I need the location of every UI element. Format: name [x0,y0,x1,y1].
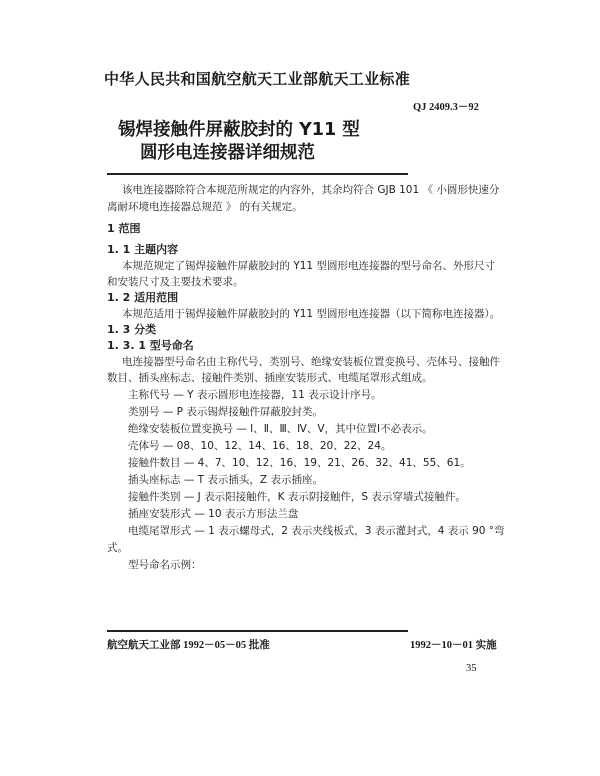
naming-item: 类别号 — P 表示锡焊接触件屏蔽胶封类。 [128,406,323,418]
naming-item: 接触件类别 — J 表示阳接触件，K 表示阴接触件，S 表示穿墙式接触件。 [128,491,466,503]
naming-item: 插头座标志 — T 表示插头，Z 表示插座。 [128,474,323,486]
effective-date: 1992－10－01 实施 [410,640,497,651]
naming-item: 接触件数目 — 4、7、10、12、16、19、21、26、32、41、55、61。 [128,457,471,469]
page-number: 35 [466,663,477,674]
section-1-1-line2: 和安装尺寸及主要技术要求。 [107,276,244,288]
document-title-line1: 锡焊接触件屏蔽胶封的 Y11 型 [118,120,360,140]
standard-title: 中华人民共和国航空航天工业部航天工业标准 [104,70,411,88]
section-1-2-line1: 本规范适用于锡焊接触件屏蔽胶封的 Y11 型圆形电连接器（以下简称电连接器）。 [122,308,501,320]
section-1-1-line1: 本规范规定了锡焊接触件屏蔽胶封的 Y11 型圆形电连接器的型号命名、外形尺寸 [122,260,495,272]
example-label: 型号命名示例： [128,559,202,571]
section-1-2-heading: 1. 2 适用范围 [107,291,179,304]
standard-code: QJ 2409.3－92 [413,102,479,113]
section-1-3-heading: 1. 3 分类 [107,323,157,336]
naming-item: 壳体号 — 08、10、12、14、16、18、20、22、24。 [128,440,392,452]
top-divider [107,173,408,175]
naming-item: 电缆尾罩形式 — 1 表示螺母式，2 表示夹线板式，3 表示灌封式，4 表示 90 °弯 [128,525,505,537]
approval-date: 航空航天工业部 1992－05－05 批准 [107,640,270,651]
intro-line1: 该电连接器除符合本规范所规定的内容外，其余均符合 GJB 101 《 小圆形快速分 [122,184,500,196]
naming-item: 插座安装形式 — 10 表示方形法兰盘 [128,508,299,520]
section-1-3-1-line1: 电连接器型号命名由主称代号、类别号、绝缘安装板位置变换号、壳体号、接触件 [122,356,500,368]
section-1-3-1-line2: 数目、插头座标志、接触件类别、插座安装形式、电缆尾罩形式组成。 [107,372,433,384]
section-1-3-1-heading: 1. 3. 1 型号命名 [107,339,194,352]
naming-item-wrap: 式。 [107,542,128,554]
naming-item: 主称代号 — Y 表示圆形电连接器，11 表示设计序号。 [128,389,382,401]
section-1-1-heading: 1. 1 主题内容 [107,243,179,256]
naming-item: 绝缘安装板位置变换号 — Ⅰ、Ⅱ、Ⅲ、Ⅳ、Ⅴ，其中位置Ⅰ不必表示。 [128,423,433,435]
intro-line2: 离耐环境电连接器总规范 》 的有关规定。 [107,201,303,213]
document-title-line2: 圆形电连接器详细规范 [140,143,315,163]
section-1-heading: 1 范围 [107,222,141,235]
bottom-divider [107,630,408,632]
